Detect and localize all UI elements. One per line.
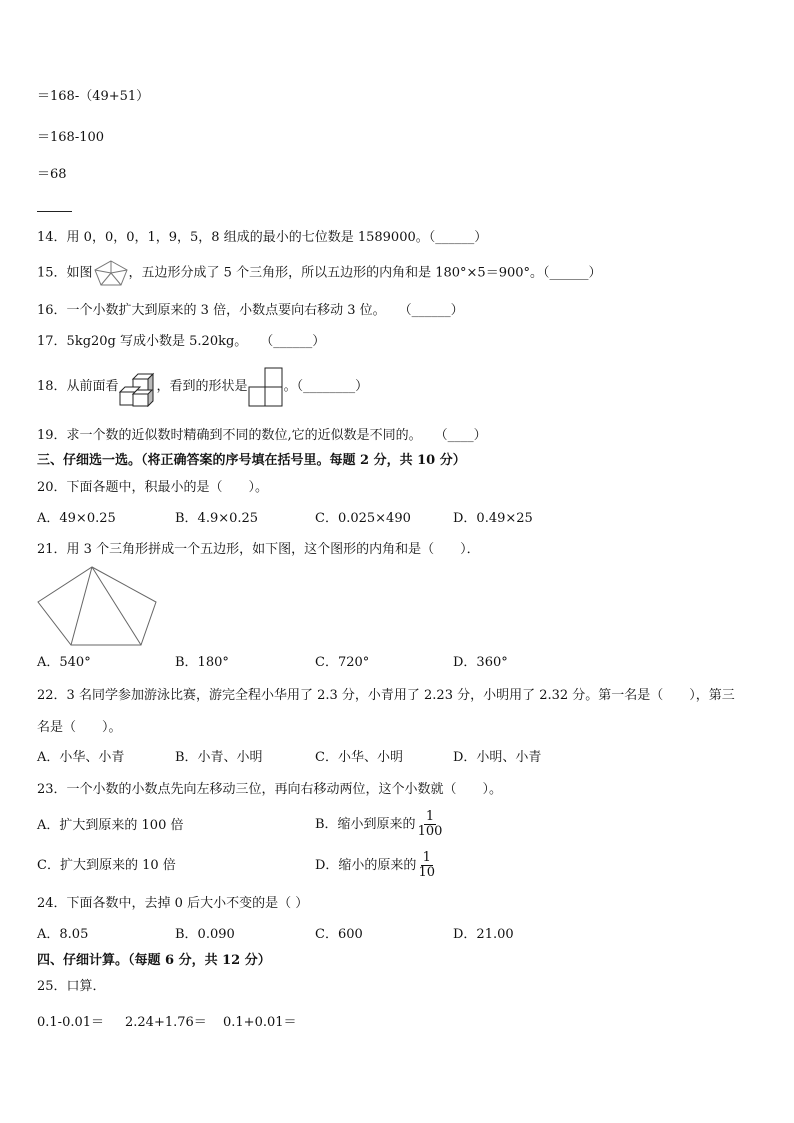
option-c: C．扩大到原来的 10 倍 <box>37 858 176 873</box>
option-b: B．0.090 <box>175 927 235 942</box>
option-c: C．600 <box>315 927 363 942</box>
question-15-prefix: 15．如图 <box>37 265 93 281</box>
cube-stack-icon <box>119 367 157 407</box>
numerator: 1 <box>422 850 431 865</box>
fraction <box>418 810 443 839</box>
option-b: B．4.9×0.25 <box>175 511 259 526</box>
question-19: 19．求一个数的近似数时精确到不同的数位,它的近似数是不同的。 （____） <box>37 428 487 443</box>
question-25: 25．口算． <box>37 979 106 994</box>
option-a: A．8.05 <box>37 927 89 942</box>
denominator: 10 <box>418 865 435 880</box>
option-a: A．扩大到原来的 100 倍 <box>37 818 184 833</box>
question-22: 22．3 名同学参加游泳比赛，游完全程小华用了 2.3 分，小青用了 2.23 分，小明用了 2.32 分。第一名是（ ），第三 <box>37 688 735 703</box>
denominator: 100 <box>417 824 443 839</box>
question-22-cont: 名是（ ）。 <box>37 720 122 735</box>
option-c: C．0.025×490 <box>315 511 411 526</box>
option-c: C．小华、小明 <box>315 750 403 765</box>
front-view-shape-icon <box>248 367 284 407</box>
question-18-prefix: 18．从前面看 <box>37 379 119 394</box>
numerator: 1 <box>425 809 435 824</box>
option-b: B．小青、小明 <box>175 750 263 765</box>
mental-calc-item: 0.1+0.01＝ <box>223 1015 297 1030</box>
question-23: 23．一个小数的小数点先向左移动三位，再向右移动两位，这个小数就（ ）。 <box>37 782 503 797</box>
option-d: D．小明、小青 <box>453 750 542 765</box>
option-c: C．720° <box>315 655 370 670</box>
option-a: A．540° <box>37 655 91 670</box>
option-a: A．小华、小青 <box>37 750 125 765</box>
question-14: 14．用 0，0，0，1，9，5，8 组成的最小的七位数是 1589000。（______） <box>37 230 488 245</box>
question-15-text: ，五边形分成了 5 个三角形，所以五边形的内角和是 180°×5＝900°。（______） <box>128 265 602 281</box>
question-24: 24．下面各数中，去掉 0 后大小不变的是（ ） <box>37 896 309 911</box>
question-21: 21．用 3 个三角形拼成一个五边形，如下图，这个图形的内角和是（ ）． <box>37 542 480 557</box>
option-b-text: B．缩小到原来的 <box>315 817 416 832</box>
question-17: 17．5kg20g 写成小数是 5.20kg。 （______） <box>37 334 326 349</box>
option-b: B．180° <box>175 655 229 670</box>
calc-step: ＝168-（49+51） <box>37 89 150 104</box>
question-20: 20．下面各题中，积最小的是（ ）。 <box>37 480 269 495</box>
pentagon-three-triangles-figure <box>36 565 160 647</box>
option-d: D．21.00 <box>453 927 514 942</box>
option-d <box>315 846 435 886</box>
option-d: D．360° <box>453 655 508 670</box>
option-a: A．49×0.25 <box>37 511 116 526</box>
question-18 <box>37 366 368 408</box>
question-18-middle: ，看到的形状是 <box>156 379 248 394</box>
option-d-text: D．缩小的原来的 <box>315 858 417 873</box>
calc-step: ＝68 <box>37 167 67 182</box>
question-16: 16．一个小数扩大到原来的 3 倍，小数点要向右移动 3 位。 （______） <box>37 303 464 318</box>
calc-step: ＝168-100 <box>37 130 105 145</box>
pentagon-figure-icon <box>93 260 129 286</box>
question-18-suffix: 。（________） <box>283 379 369 394</box>
divider <box>37 211 72 212</box>
fraction <box>418 851 435 880</box>
mental-calc-item: 0.1-0.01＝ <box>37 1015 105 1030</box>
section-4-heading: 四、仔细计算。（每题 6 分，共 12 分） <box>37 953 271 968</box>
section-3-heading: 三、仔细选一选。（将正确答案的序号填在括号里。每题 2 分，共 10 分） <box>37 453 466 468</box>
option-d: D．0.49×25 <box>453 511 533 526</box>
mental-calc-item: 2.24+1.76＝ <box>125 1015 207 1030</box>
question-15 <box>37 260 602 286</box>
option-b <box>315 805 442 845</box>
